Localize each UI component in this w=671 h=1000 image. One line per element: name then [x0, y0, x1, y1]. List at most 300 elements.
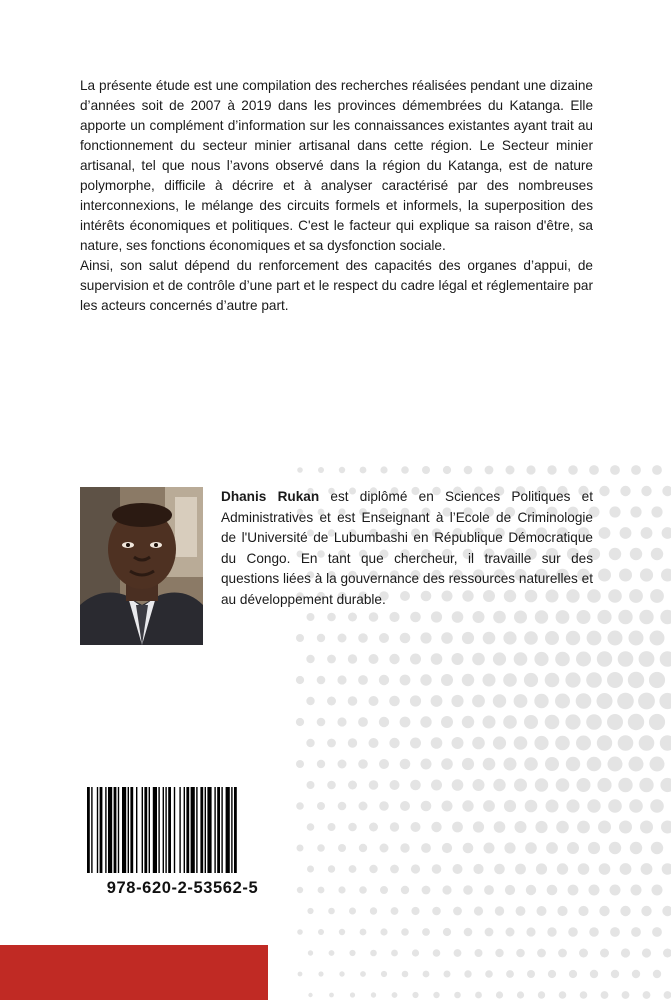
- halftone-dot: [599, 486, 609, 496]
- halftone-dot: [505, 885, 515, 895]
- halftone-dot: [431, 695, 443, 707]
- halftone-dot: [433, 949, 441, 957]
- barcode-bar: [128, 787, 129, 873]
- barcode-bar: [191, 787, 195, 873]
- halftone-dot: [462, 716, 474, 728]
- barcode-bar: [130, 787, 133, 873]
- halftone-dot: [660, 778, 671, 792]
- barcode-bar: [153, 787, 157, 873]
- halftone-dot: [475, 949, 483, 957]
- halftone-dot: [462, 674, 474, 686]
- halftone-dot: [307, 823, 315, 831]
- halftone-dot: [410, 695, 421, 706]
- halftone-dot: [400, 801, 410, 811]
- halftone-dot: [443, 466, 451, 474]
- halftone-dot: [555, 694, 570, 709]
- halftone-dot: [306, 739, 314, 747]
- halftone-dot: [473, 864, 483, 874]
- halftone-dot: [421, 759, 432, 770]
- barcode-bar: [196, 787, 197, 873]
- halftone-dot: [609, 506, 620, 517]
- halftone-dot: [464, 928, 473, 937]
- halftone-dot: [327, 781, 336, 790]
- halftone-dot: [348, 654, 357, 663]
- halftone-dot: [370, 950, 377, 957]
- barcode-bar: [97, 787, 98, 873]
- halftone-dot: [651, 548, 663, 560]
- halftone-dot: [537, 906, 547, 916]
- halftone-dot: [495, 949, 503, 957]
- halftone-dot: [556, 821, 569, 834]
- halftone-dot: [339, 929, 345, 935]
- halftone-dot: [608, 631, 623, 646]
- halftone-dot: [369, 654, 379, 664]
- halftone-dot: [360, 467, 367, 474]
- halftone-dot: [515, 864, 526, 875]
- barcode-bar: [136, 787, 137, 873]
- halftone-dot: [600, 949, 609, 958]
- halftone-dot: [327, 697, 336, 706]
- halftone-dot: [483, 800, 495, 812]
- halftone-dot: [380, 466, 387, 473]
- halftone-dot: [462, 632, 474, 644]
- halftone-dot: [608, 799, 622, 813]
- halftone-dot: [650, 757, 665, 772]
- halftone-dot: [379, 801, 389, 811]
- barcode-bar: [114, 787, 117, 873]
- halftone-dot: [629, 631, 644, 646]
- halftone-dot: [432, 864, 442, 874]
- halftone-dot: [618, 610, 632, 624]
- halftone-dot: [400, 717, 411, 728]
- halftone-dot: [661, 821, 671, 834]
- halftone-dot: [379, 633, 389, 643]
- halftone-dot: [473, 821, 484, 832]
- halftone-dot: [400, 633, 411, 644]
- barcode-bar: [207, 787, 211, 873]
- halftone-dot: [504, 800, 516, 812]
- halftone-dot: [620, 486, 630, 496]
- halftone-dot: [464, 970, 471, 977]
- halftone-dot: [618, 778, 632, 792]
- author-name: Dhanis Rukan: [221, 489, 320, 504]
- halftone-dot: [444, 971, 451, 978]
- halftone-dot: [652, 885, 663, 896]
- halftone-dot: [618, 735, 634, 751]
- halftone-dot: [586, 714, 602, 730]
- barcode-bar: [163, 787, 164, 873]
- halftone-dot: [524, 757, 538, 771]
- halftone-dot: [389, 738, 399, 748]
- halftone-dot: [568, 927, 578, 937]
- halftone-dot: [628, 672, 644, 688]
- halftone-dot: [379, 717, 389, 727]
- halftone-dot: [462, 758, 474, 770]
- halftone-dot: [662, 906, 671, 916]
- barcode-bar: [200, 787, 203, 873]
- halftone-dot: [578, 906, 588, 916]
- halftone-dot: [526, 927, 535, 936]
- halftone-dot: [525, 800, 538, 813]
- halftone-dot: [297, 929, 303, 935]
- halftone-dot: [599, 906, 609, 916]
- halftone-dot: [617, 693, 634, 710]
- halftone-dot: [389, 654, 399, 664]
- halftone-dot: [504, 758, 517, 771]
- halftone-dot: [360, 971, 366, 977]
- halftone-dot: [401, 928, 409, 936]
- halftone-dot: [597, 735, 612, 750]
- halftone-dot: [420, 716, 431, 727]
- halftone-dot: [493, 736, 506, 749]
- halftone-dot: [579, 949, 588, 958]
- halftone-dot: [650, 589, 664, 603]
- halftone-dot: [493, 779, 505, 791]
- halftone-dot: [525, 842, 537, 854]
- halftone-dot: [441, 758, 453, 770]
- halftone-dot: [328, 908, 335, 915]
- halftone-dot: [339, 467, 345, 473]
- halftone-dot: [639, 610, 653, 624]
- back-cover-summary: [80, 76, 593, 316]
- halftone-dot: [611, 970, 619, 978]
- halftone-dot: [588, 842, 600, 854]
- halftone-dot: [576, 693, 592, 709]
- halftone-dot: [660, 610, 671, 624]
- halftone-dot: [297, 887, 303, 893]
- halftone-dot: [661, 569, 671, 582]
- halftone-dot: [517, 991, 524, 998]
- halftone-dot: [452, 611, 464, 623]
- halftone-dot: [318, 971, 323, 976]
- halftone-dot: [535, 778, 548, 791]
- red-cover-band: [0, 945, 268, 1000]
- barcode-bar: [122, 787, 126, 873]
- halftone-dot: [296, 802, 304, 810]
- halftone-dot: [642, 948, 651, 957]
- halftone-dot: [442, 843, 452, 853]
- halftone-dot: [381, 971, 387, 977]
- halftone-dot: [329, 950, 335, 956]
- halftone-dot: [576, 652, 591, 667]
- halftone-dot: [400, 843, 409, 852]
- halftone-dot: [296, 676, 304, 684]
- halftone-dot: [650, 631, 665, 646]
- halftone-dot: [318, 929, 324, 935]
- halftone-dot: [598, 569, 611, 582]
- halftone-dot: [369, 612, 379, 622]
- barcode-bar: [87, 787, 90, 873]
- author-bio-text: est diplômé en Sciences Politiques et Administratives et est Enseignant à l’Ecole de Criminologie de l'Université de Lubumbashi en République Démocratique du Congo. En tant que chercheur, il travaille sur des questions liées à la gouvernance des ressources naturelles et au développement durable.: [221, 489, 593, 607]
- halftone-dot: [639, 778, 653, 792]
- halftone-dot: [609, 548, 621, 560]
- halftone-dot: [514, 611, 527, 624]
- halftone-dot: [297, 845, 304, 852]
- halftone-dot: [534, 694, 548, 708]
- barcode-bars: [85, 787, 280, 877]
- barcode-bar: [184, 787, 185, 873]
- halftone-dot: [652, 465, 662, 475]
- halftone-dot: [496, 991, 503, 998]
- halftone-dot: [630, 506, 641, 517]
- barcode-bar: [179, 787, 180, 873]
- halftone-dot: [317, 718, 326, 727]
- halftone-dot: [411, 907, 419, 915]
- halftone-dot: [454, 949, 462, 957]
- halftone-dot: [524, 673, 538, 687]
- halftone-dot: [410, 654, 421, 665]
- halftone-dot: [307, 908, 313, 914]
- halftone-dot: [474, 906, 483, 915]
- halftone-dot: [639, 735, 655, 751]
- halftone-dot: [441, 716, 453, 728]
- halftone-dot: [296, 634, 304, 642]
- halftone-dot: [338, 844, 346, 852]
- halftone-dot: [307, 613, 315, 621]
- halftone-dot: [555, 652, 570, 667]
- halftone-dot: [557, 906, 567, 916]
- halftone-dot: [358, 759, 368, 769]
- halftone-dot: [328, 823, 336, 831]
- halftone-dot: [472, 653, 485, 666]
- halftone-dot: [485, 970, 493, 978]
- halftone-dot: [348, 823, 357, 832]
- halftone-dot: [643, 991, 651, 999]
- barcode-bar: [186, 787, 189, 873]
- halftone-dot: [526, 465, 535, 474]
- halftone-dot: [464, 466, 473, 475]
- halftone-dot: [370, 907, 377, 914]
- halftone-dot: [619, 821, 632, 834]
- halftone-dot: [506, 928, 515, 937]
- halftone-dot: [338, 886, 345, 893]
- halftone-dot: [607, 714, 623, 730]
- barcode-bar: [221, 787, 222, 873]
- halftone-dot: [514, 736, 528, 750]
- halftone-dot: [639, 651, 655, 667]
- summary-paragraph: Ainsi, son salut dépend du renforcement des capacités des organes d’appui, de supervision et de contrôle d’une part et le respect du cadre légal et réglementaire par les acteurs concernés d’autre part.: [80, 258, 593, 313]
- halftone-dot: [348, 696, 358, 706]
- halftone-dot: [589, 927, 599, 937]
- halftone-dot: [329, 993, 334, 998]
- barcode-bar: [108, 787, 112, 873]
- barcode-bar: [158, 787, 159, 873]
- halftone-dot: [422, 466, 430, 474]
- halftone-dot: [599, 527, 611, 539]
- halftone-dot: [296, 718, 304, 726]
- halftone-dot: [369, 865, 377, 873]
- halftone-dot: [348, 738, 357, 747]
- halftone-dot: [410, 780, 421, 791]
- halftone-dot: [565, 672, 580, 687]
- halftone-dot: [576, 736, 591, 751]
- halftone-dot: [327, 739, 336, 748]
- halftone-dot: [631, 927, 641, 937]
- barcode-bar: [174, 787, 175, 873]
- halftone-dot: [359, 886, 367, 894]
- halftone-dot: [590, 970, 598, 978]
- halftone-dot: [297, 467, 303, 473]
- halftone-dot: [578, 863, 590, 875]
- halftone-dot: [548, 970, 556, 978]
- halftone-dot: [629, 799, 643, 813]
- halftone-dot: [369, 696, 379, 706]
- halftone-dot: [662, 527, 671, 539]
- halftone-dot: [328, 865, 335, 872]
- halftone-dot: [452, 737, 464, 749]
- halftone-dot: [629, 757, 644, 772]
- halftone-dot: [433, 992, 439, 998]
- halftone-dot: [565, 714, 580, 729]
- halftone-dot: [443, 928, 451, 936]
- isbn-number: 978-620-2-53562-5: [106, 879, 259, 897]
- halftone-dot: [641, 863, 653, 875]
- halftone-dot: [545, 673, 560, 688]
- halftone-dot: [545, 715, 560, 730]
- halftone-dot: [545, 631, 559, 645]
- halftone-dot: [660, 651, 671, 667]
- halftone-dot: [431, 611, 442, 622]
- halftone-dot: [620, 863, 632, 875]
- halftone-dot: [620, 906, 630, 916]
- halftone-dot: [379, 759, 389, 769]
- halftone-dot: [371, 992, 376, 997]
- halftone-dot: [649, 672, 665, 688]
- halftone-dot: [401, 886, 409, 894]
- halftone-dot: [527, 970, 535, 978]
- halftone-dot: [401, 466, 409, 474]
- halftone-dot: [568, 885, 579, 896]
- barcode-bar: [91, 787, 92, 873]
- halftone-dot: [306, 655, 314, 663]
- halftone-dot: [453, 907, 462, 916]
- halftone-dot: [431, 822, 441, 832]
- halftone-dot: [485, 928, 494, 937]
- barcode-bar: [217, 787, 220, 873]
- halftone-dot: [547, 885, 558, 896]
- halftone-dot: [577, 821, 590, 834]
- halftone-dot: [601, 991, 609, 999]
- halftone-dot: [651, 506, 662, 517]
- halftone-dot: [421, 801, 432, 812]
- halftone-dot: [503, 631, 516, 644]
- halftone-dot: [317, 844, 325, 852]
- halftone-dot: [580, 991, 588, 999]
- halftone-dot: [318, 467, 324, 473]
- halftone-dot: [307, 781, 315, 789]
- halftone-dot: [338, 634, 347, 643]
- halftone-dot: [556, 778, 570, 792]
- halftone-dot: [547, 927, 556, 936]
- halftone-dot: [349, 908, 356, 915]
- halftone-dot: [610, 885, 621, 896]
- halftone-dot: [348, 781, 357, 790]
- halftone-dot: [503, 715, 517, 729]
- halftone-dot: [660, 735, 671, 750]
- halftone-dot: [349, 950, 355, 956]
- halftone-dot: [359, 844, 367, 852]
- halftone-dot: [422, 886, 431, 895]
- halftone-dot: [610, 927, 620, 937]
- halftone-dot: [391, 950, 398, 957]
- halftone-dot: [412, 992, 418, 998]
- halftone-dot: [493, 652, 506, 665]
- barcode-bar: [142, 787, 143, 873]
- halftone-dot: [452, 653, 464, 665]
- halftone-dot: [350, 992, 355, 997]
- halftone-dot: [650, 799, 664, 813]
- barcode-bar: [105, 787, 106, 873]
- halftone-dot: [651, 842, 663, 854]
- halftone-dot: [400, 675, 411, 686]
- halftone-dot: [587, 757, 602, 772]
- halftone-dot: [432, 907, 441, 916]
- halftone-dot: [451, 695, 463, 707]
- halftone-dot: [306, 697, 314, 705]
- halftone-dot: [566, 757, 580, 771]
- halftone-dot: [608, 589, 622, 603]
- summary-paragraph: La présente étude est une compilation des recherches réalisées pendant une dizaine d’années soit de 2007 à 2019 dans les provinces démembrées du Katanga. Elle apporte un complément d’information sur les connaissances existantes ayant trait au fonctionnement du secteur minier artisanal dans cette région. Le Secteur minier artisanal, tel que nous l’avons observé dans la région du Katanga, est de nature polymorphe, difficile à décrire et à analyser caractérisé par des nombreuses interconnexions, le mélange des circuits formels et informels, la superposition des intérêts économiques et politiques. C'est le facteur qui explique sa raison d'être, sa nature, ses fonctions économiques et sa dysfonction sociale.: [80, 78, 593, 253]
- halftone-dot: [610, 465, 620, 475]
- halftone-dot: [389, 696, 400, 707]
- halftone-dot: [296, 760, 304, 768]
- halftone-dot: [587, 631, 602, 646]
- halftone-dot: [598, 821, 611, 834]
- barcode-bar: [118, 787, 119, 873]
- halftone-dot: [390, 865, 399, 874]
- halftone-dot: [484, 885, 494, 895]
- halftone-dot: [619, 569, 632, 582]
- halftone-dot: [463, 843, 474, 854]
- halftone-dot: [632, 970, 640, 978]
- halftone-dot: [391, 907, 399, 915]
- halftone-dot: [411, 864, 420, 873]
- halftone-dot: [421, 843, 431, 853]
- halftone-dot: [662, 863, 671, 875]
- halftone-dot: [587, 799, 600, 812]
- halftone-dot: [558, 949, 567, 958]
- halftone-dot: [369, 823, 378, 832]
- halftone-dot: [638, 693, 655, 710]
- halftone-dot: [514, 694, 528, 708]
- barcode-bar: [226, 787, 230, 873]
- halftone-dot: [493, 611, 506, 624]
- halftone-dot: [653, 970, 661, 978]
- halftone-dot: [597, 610, 611, 624]
- halftone-dot: [641, 527, 653, 539]
- halftone-dot: [452, 779, 464, 791]
- halftone-dot: [392, 992, 398, 998]
- halftone-dot: [410, 738, 421, 749]
- halftone-dot: [559, 991, 567, 999]
- halftone-dot: [327, 655, 336, 664]
- halftone-dot: [640, 568, 653, 581]
- halftone-dot: [360, 929, 367, 936]
- halftone-dot: [484, 843, 495, 854]
- halftone-dot: [412, 949, 419, 956]
- halftone-dot: [485, 466, 494, 475]
- barcode-bar: [234, 787, 237, 873]
- halftone-dot: [641, 906, 651, 916]
- halftone-dot: [463, 885, 473, 895]
- halftone-dot: [555, 736, 570, 751]
- halftone-dot: [359, 802, 368, 811]
- author-photo: [80, 487, 203, 645]
- halftone-dot: [390, 822, 399, 831]
- halftone-dot: [608, 757, 623, 772]
- halftone-dot: [618, 651, 634, 667]
- halftone-dot: [609, 842, 621, 854]
